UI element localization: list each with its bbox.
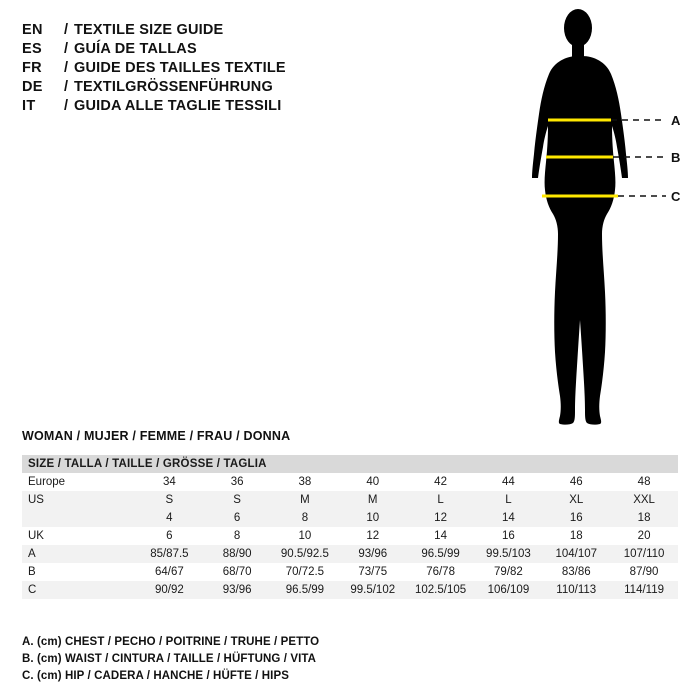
table-cell: 106/109: [475, 581, 543, 599]
title-language-code: EN: [22, 22, 43, 38]
row-label: B: [22, 563, 135, 581]
table-row: [22, 473, 678, 491]
title-separator: /: [64, 60, 69, 76]
table-cell: L: [475, 491, 543, 509]
row-label: A: [22, 545, 135, 563]
table-cell: 36: [203, 473, 271, 491]
title-row: [22, 22, 422, 38]
table-cell: M: [339, 491, 407, 509]
table-cell: 8: [203, 527, 271, 545]
title-language-code: IT: [22, 98, 36, 114]
title-row: [22, 41, 422, 57]
table-cell: 83/86: [542, 563, 610, 581]
table-cell: 93/96: [339, 545, 407, 563]
table-cell: 4: [135, 509, 203, 527]
legend-line-a: A. (cm) CHEST / PECHO / POITRINE / TRUHE / PETTO: [22, 636, 320, 648]
table-cell: S: [135, 491, 203, 509]
title-text: GUIDA ALLE TAGLIE TESSILI: [74, 98, 282, 114]
table-cell: L: [407, 491, 475, 509]
measurement-figure: [470, 0, 700, 440]
table-cell: 87/90: [610, 563, 678, 581]
table-cell: 8: [271, 509, 339, 527]
marker-label-a: A: [671, 113, 681, 128]
table-cell: 46: [542, 473, 610, 491]
title-row: [22, 79, 422, 95]
table-cell: M: [271, 491, 339, 509]
table-row: [22, 563, 678, 581]
size-table: [22, 455, 678, 599]
table-cell: 88/90: [203, 545, 271, 563]
table-cell: 85/87.5: [135, 545, 203, 563]
title-text: TEXTILGRÖSSENFÜHRUNG: [74, 79, 273, 95]
table-cell: 10: [271, 527, 339, 545]
table-cell: 16: [475, 527, 543, 545]
table-cell: 44: [475, 473, 543, 491]
table-header-label: SIZE / TALLA / TAILLE / GRÖSSE / TAGLIA: [22, 455, 678, 473]
row-label: UK: [22, 527, 135, 545]
table-cell: 114/119: [610, 581, 678, 599]
table-cell: 102.5/105: [407, 581, 475, 599]
table-cell: 68/70: [203, 563, 271, 581]
table-cell: 6: [203, 509, 271, 527]
table-cell: S: [203, 491, 271, 509]
table-cell: 42: [407, 473, 475, 491]
table-cell: 96.5/99: [407, 545, 475, 563]
table-cell: 40: [339, 473, 407, 491]
table-cell: 99.5/102: [339, 581, 407, 599]
table-cell: 76/78: [407, 563, 475, 581]
table-cell: 90/92: [135, 581, 203, 599]
table-section-title: WOMAN / MUJER / FEMME / FRAU / DONNA: [22, 429, 291, 443]
title-row: [22, 60, 422, 76]
table-cell: 12: [407, 509, 475, 527]
table-cell: 20: [610, 527, 678, 545]
table-cell: 79/82: [475, 563, 543, 581]
table-cell: 99.5/103: [475, 545, 543, 563]
title-separator: /: [64, 98, 69, 114]
table-cell: 16: [542, 509, 610, 527]
table-cell: 73/75: [339, 563, 407, 581]
title-language-code: FR: [22, 60, 42, 76]
table-row: [22, 491, 678, 509]
table-cell: 34: [135, 473, 203, 491]
table-cell: 14: [407, 527, 475, 545]
table-header-row: [22, 455, 678, 473]
table-cell: XL: [542, 491, 610, 509]
table-cell: 12: [339, 527, 407, 545]
table-cell: 48: [610, 473, 678, 491]
legend-line-c: C. (cm) HIP / CADERA / HANCHE / HÜFTE / HIPS: [22, 670, 290, 682]
table-cell: 18: [542, 527, 610, 545]
table-row: [22, 581, 678, 599]
table-cell: 10: [339, 509, 407, 527]
table-cell: 90.5/92.5: [271, 545, 339, 563]
title-text: GUÍA DE TALLAS: [74, 41, 197, 57]
table-cell: 110/113: [542, 581, 610, 599]
row-label: US: [22, 491, 135, 509]
title-block: [22, 22, 422, 117]
table-cell: 107/110: [610, 545, 678, 563]
title-row: [22, 98, 422, 114]
marker-label-b: B: [671, 150, 681, 165]
title-text: GUIDE DES TAILLES TEXTILE: [74, 60, 286, 76]
table-row: [22, 509, 678, 527]
title-separator: /: [64, 22, 69, 38]
table-cell: XXL: [610, 491, 678, 509]
title-language-code: ES: [22, 41, 42, 57]
table-cell: 70/72.5: [271, 563, 339, 581]
row-label: [22, 509, 135, 527]
table-cell: 93/96: [203, 581, 271, 599]
table-row: [22, 527, 678, 545]
table-cell: 104/107: [542, 545, 610, 563]
table-row: [22, 545, 678, 563]
table-cell: 6: [135, 527, 203, 545]
table-cell: 14: [475, 509, 543, 527]
measurement-legend: [22, 636, 622, 687]
row-label: Europe: [22, 473, 135, 491]
female-silhouette-icon: [470, 0, 700, 440]
table-cell: 64/67: [135, 563, 203, 581]
table-cell: 96.5/99: [271, 581, 339, 599]
title-language-code: DE: [22, 79, 43, 95]
title-text: TEXTILE SIZE GUIDE: [74, 22, 224, 38]
row-label: C: [22, 581, 135, 599]
table-cell: 38: [271, 473, 339, 491]
table-cell: 18: [610, 509, 678, 527]
legend-line-b: B. (cm) WAIST / CINTURA / TAILLE / HÜFTUNG / VITA: [22, 653, 317, 665]
marker-label-c: C: [671, 189, 681, 204]
title-separator: /: [64, 41, 69, 57]
title-separator: /: [64, 79, 69, 95]
